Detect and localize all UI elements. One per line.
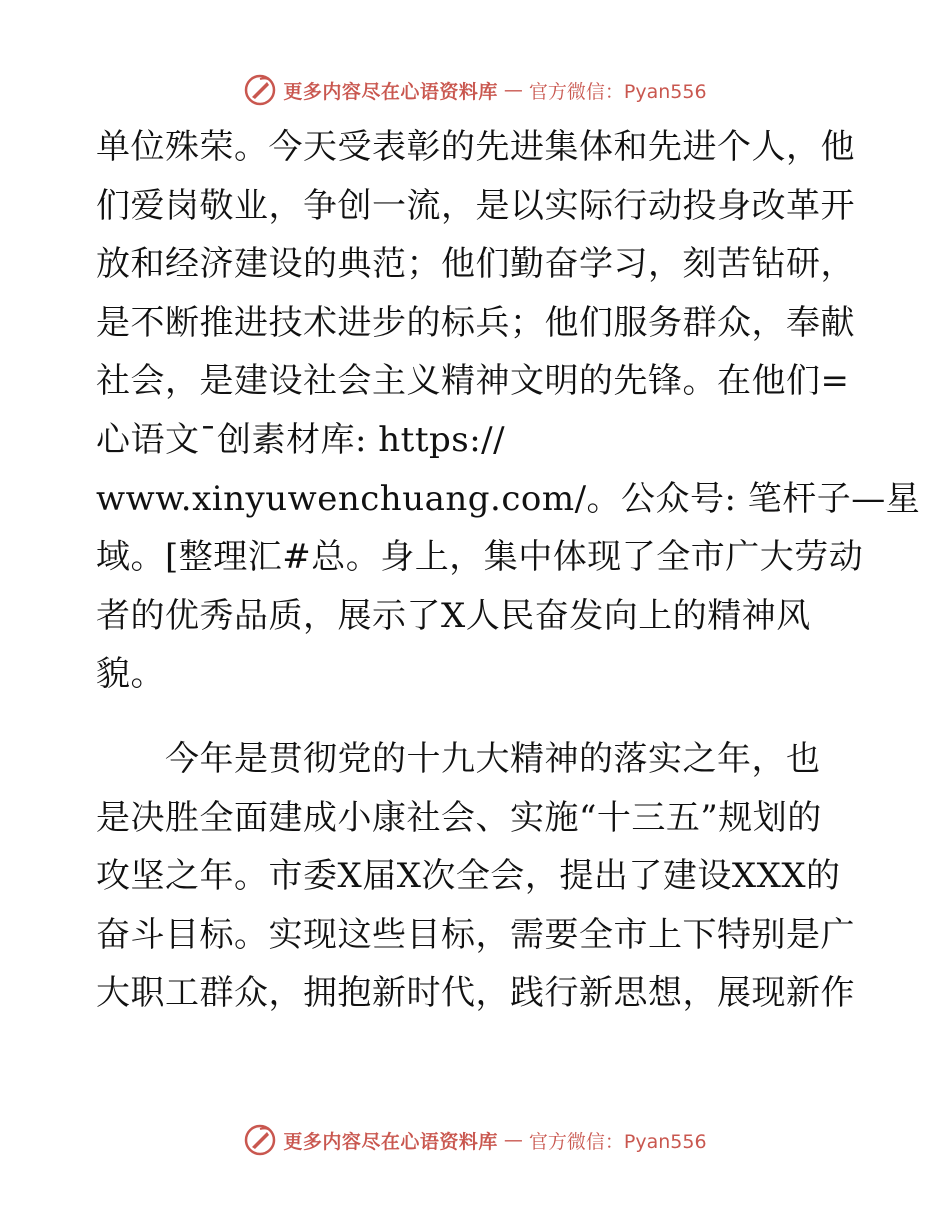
text-line: 大职工群众，拥抱新时代，践行新思想，展现新作: [96, 973, 855, 1014]
text-line: www.xinyuwenchuang.com/。公众号: 笔杆子—星: [96, 478, 921, 519]
banner-wechat-text: 官方微信：Pyan556: [528, 1130, 707, 1153]
quill-circle-icon: [243, 73, 277, 107]
text-line: 攻坚之年。市委X届X次全会，提出了建设XXX的: [96, 856, 841, 897]
document-body: [96, 118, 921, 1023]
text-line: 奋斗目标。实现这些目标，需要全市上下特别是广: [96, 914, 855, 955]
text-line: 社会，是建设社会主义精神文明的先锋。在他们=: [96, 361, 850, 402]
text-line: 们爱岗敬业，争创一流，是以实际行动投身改革开: [96, 185, 855, 226]
banner-brand-text: 更多内容尽在心语资料库: [283, 80, 498, 103]
banner-brand-text: 更多内容尽在心语资料库: [283, 1130, 498, 1153]
banner-separator: —: [503, 79, 523, 101]
text-line: 者的优秀品质，展示了X人民奋发向上的精神风: [96, 595, 811, 636]
text-line: 今年是贯彻党的十九大精神的落实之年，也: [96, 738, 821, 779]
text-line: 是决胜全面建成小康社会、实施“十三五”规划的: [96, 797, 822, 838]
text-line: 放和经济建设的典范；他们勤奋学习，刻苦钻研，: [96, 244, 855, 285]
banner-wechat-text: 官方微信：Pyan556: [528, 80, 707, 103]
paragraph-2: [96, 730, 856, 1023]
text-line: 域。[整理汇#总。身上，集中体现了全市广大劳动: [96, 537, 864, 578]
paragraph-1: [96, 118, 921, 704]
text-line: 貌。: [96, 654, 165, 695]
banner-separator: —: [503, 1129, 523, 1151]
text-line: 是不断推进技术进步的标兵；他们服务群众，奉献: [96, 302, 855, 343]
quill-circle-icon: [243, 1123, 277, 1157]
paragraph-spacer: [96, 704, 856, 730]
text-line: 单位殊荣。今天受表彰的先进集体和先进个人，他: [96, 127, 855, 167]
header-watermark-banner: [0, 70, 950, 110]
footer-watermark-banner: [0, 1120, 950, 1160]
text-line: 心语文¯创素材库: https://: [96, 419, 506, 460]
